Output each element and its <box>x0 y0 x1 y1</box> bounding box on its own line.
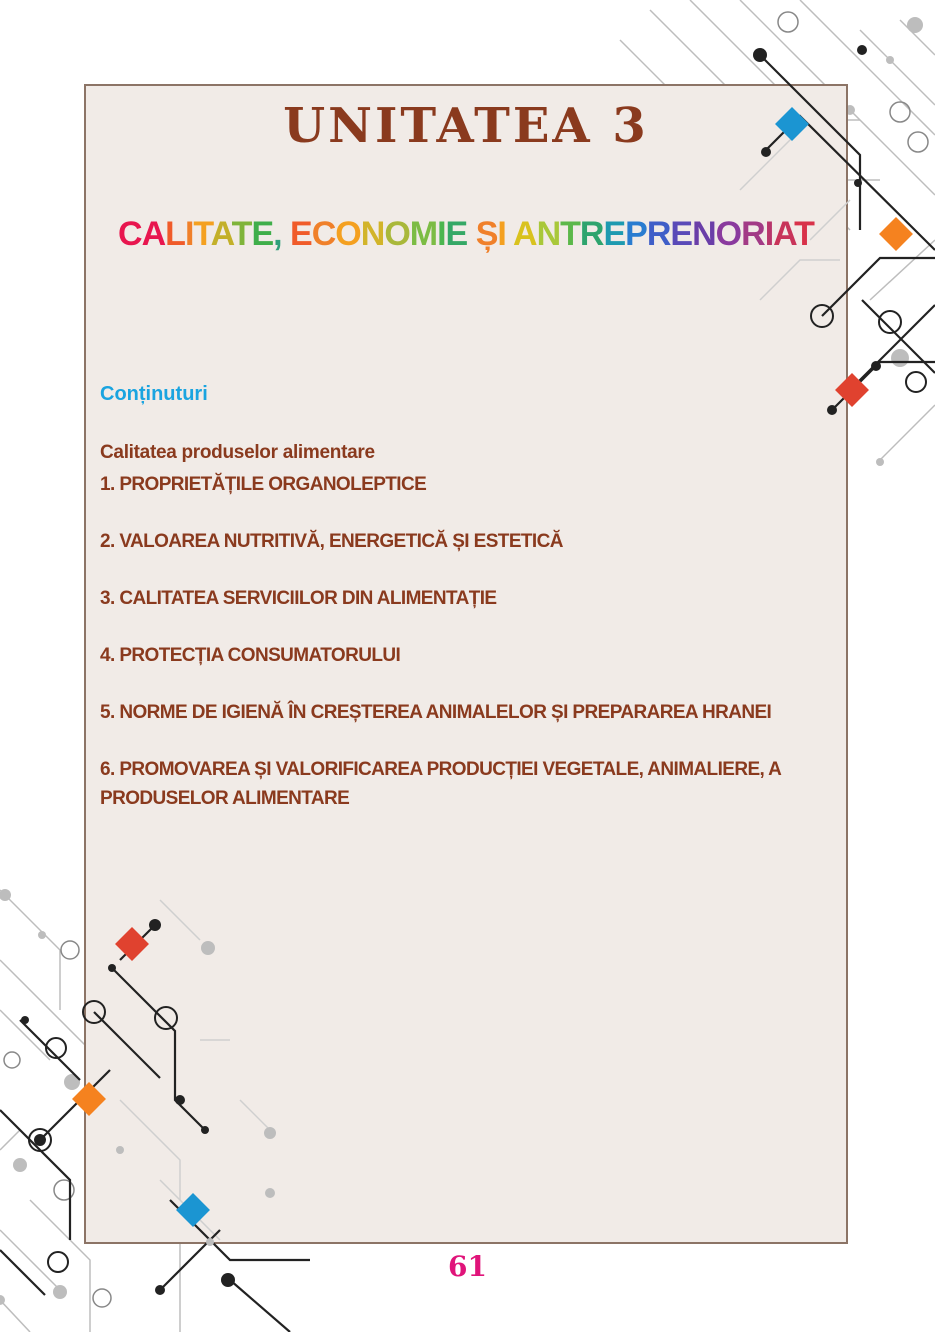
subtitle-letter <box>467 215 475 253</box>
subtitle-letter: O <box>715 215 742 253</box>
topic-title: Calitatea produselor alimentare <box>100 442 375 463</box>
list-item: 3. CALITATEA SERVICIILOR DIN ALIMENTAȚIE <box>100 588 497 609</box>
subtitle-letter: R <box>646 215 671 253</box>
subtitle-letter: A <box>773 215 795 253</box>
subtitle-letter <box>282 215 290 253</box>
subtitle-letter: E <box>445 215 468 253</box>
unit-title: UNITATEA 3 <box>283 98 649 154</box>
subtitle-letter: O <box>335 215 361 253</box>
list-item: 2. VALOAREA NUTRITIVĂ, ENERGETICĂ ȘI ESTETICĂ <box>100 531 563 552</box>
subtitle-letter: T <box>794 215 814 253</box>
subtitle-letter <box>506 215 513 253</box>
subtitle-letter: N <box>536 215 561 253</box>
subtitle-letter: N <box>692 215 716 253</box>
subtitle-letter: R <box>579 215 604 253</box>
subtitle-letter: I <box>497 215 506 253</box>
unit-subtitle <box>84 212 848 256</box>
subtitle-letter: C <box>118 215 142 253</box>
subtitle-letter: T <box>231 215 252 253</box>
subtitle-letter: O <box>384 215 410 253</box>
subtitle-letter: , <box>273 215 282 253</box>
subtitle-letter: E <box>290 215 312 253</box>
subtitle-letter: I <box>184 215 194 253</box>
subtitle-letter: T <box>193 215 211 253</box>
list-item: 6. PROMOVAREA ȘI VALORIFICAREA PRODUCȚIEI VEGETALE, ANIMALIERE, A PRODUSELOR ALIMENTARE <box>100 759 781 809</box>
subtitle-letter: L <box>165 215 185 253</box>
subtitle-letter: N <box>360 215 385 253</box>
subtitle-letter: I <box>764 215 774 253</box>
contents-heading: Conținuturi <box>100 383 208 405</box>
list-item: 1. PROPRIETĂȚILE ORGANOLEPTICE <box>100 474 427 495</box>
subtitle-letter: A <box>513 215 537 253</box>
subtitle-letter: R <box>741 215 765 253</box>
list-item: 5. NORME DE IGIENĂ ÎN CREȘTEREA ANIMALELOR ȘI PREPARAREA HRANEI <box>100 702 772 723</box>
subtitle-letter: A <box>141 215 166 253</box>
subtitle-letter: E <box>603 215 626 253</box>
contents-list <box>100 470 820 841</box>
subtitle-letter: P <box>625 215 647 253</box>
subtitle-letter: Ș <box>475 215 498 253</box>
subtitle-letter: C <box>311 215 336 253</box>
subtitle-letter: A <box>210 215 232 253</box>
subtitle-letter: I <box>437 215 446 253</box>
list-item: 4. PROTECȚIA CONSUMATORULUI <box>100 645 401 666</box>
subtitle-letter: E <box>251 215 274 253</box>
subtitle-letter: T <box>560 215 580 253</box>
subtitle-letter: E <box>670 215 693 253</box>
page-number: 61 <box>448 1250 487 1283</box>
subtitle-letter: M <box>409 215 438 253</box>
